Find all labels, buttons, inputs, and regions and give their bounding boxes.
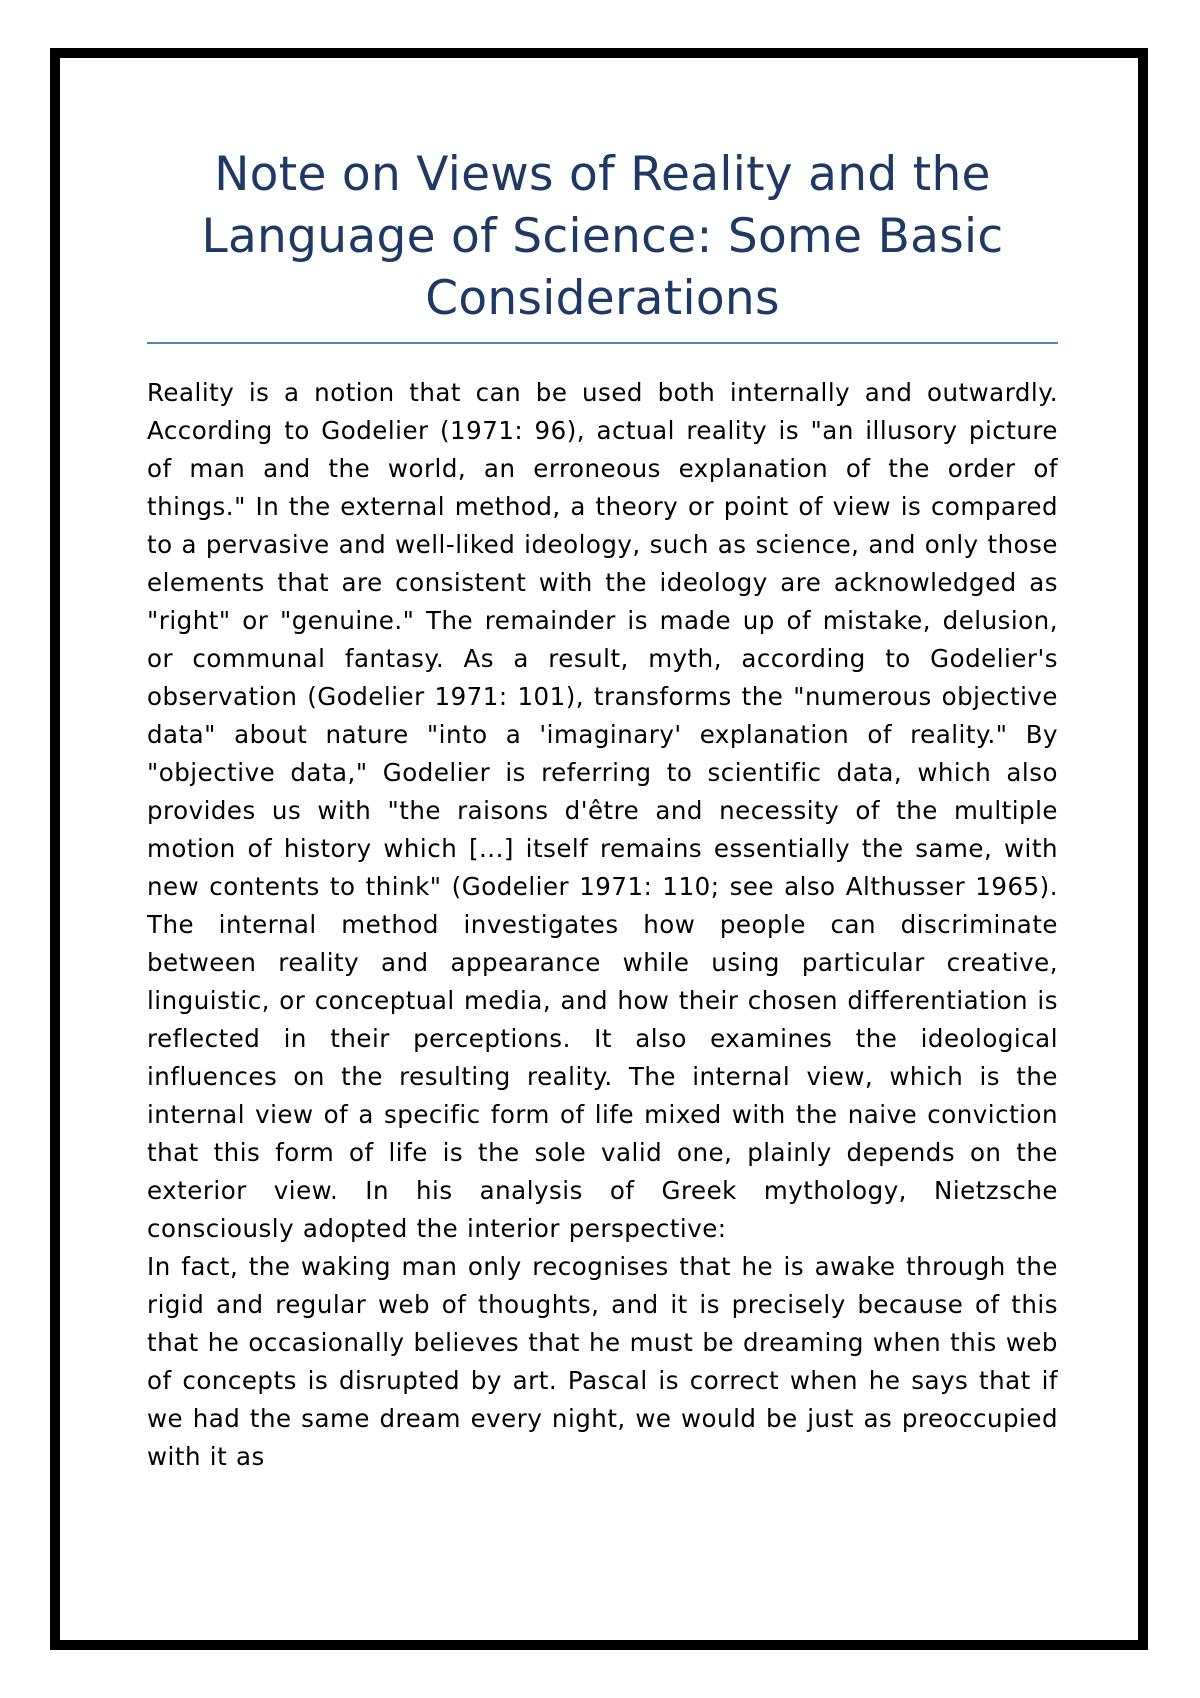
paragraph-1: Reality is a notion that can be used both internally and outwardly. According to Godelier (1971: 96), actual reality is "an illusory picture of man and the world, an erroneous explanation of the order of things." In the external method, a theory or point of view is compared to a pervasive and well-liked ideology, such as science, and only those elements that are consistent with the ideology are acknowledged as "right" or "genuine." The remainder is made up of mistake, delusion, or communal fantasy. As a result, myth, according to Godelier's observation (Godelier 1971: 101), transforms the "numerous objective data" about nature "into a 'imaginary' explanation of reality." By "objective data," Godelier is referring to scientific data, which also provides us with "the raisons d'être and necessity of the multiple motion of history which [...] itself remains essentially the same, with new contents to think" (Godelier 1971: 110; see also Althusser 1965). The internal method investigates how people can discriminate between reality and appearance while using particular creative, linguistic, or conceptual media, and how their chosen differentiation is reflected in their perceptions. It also examines the ideological influences on the resulting reality. The internal view, which is the internal view of a specific form of life mixed with the naive conviction that this form of life is the sole valid one, plainly depends on the exterior view. In his analysis of Greek mythology, Nietzsche consciously adopted the interior perspective: (147, 378, 1058, 1243)
document-title: Note on Views of Reality and the Language of Science: Some Basic Considerations (201, 147, 1004, 326)
paragraph-2: In fact, the waking man only recognises that he is awake through the rigid and regular web of thoughts, and it is precisely because of this that he occasionally believes that he must be dreaming when this web of concepts is disrupted by art. Pascal is correct when he says that if we had the same dream every night, we would be just as preoccupied with it as (147, 1252, 1058, 1471)
document-body (147, 144, 1058, 1476)
title-divider (147, 342, 1058, 344)
